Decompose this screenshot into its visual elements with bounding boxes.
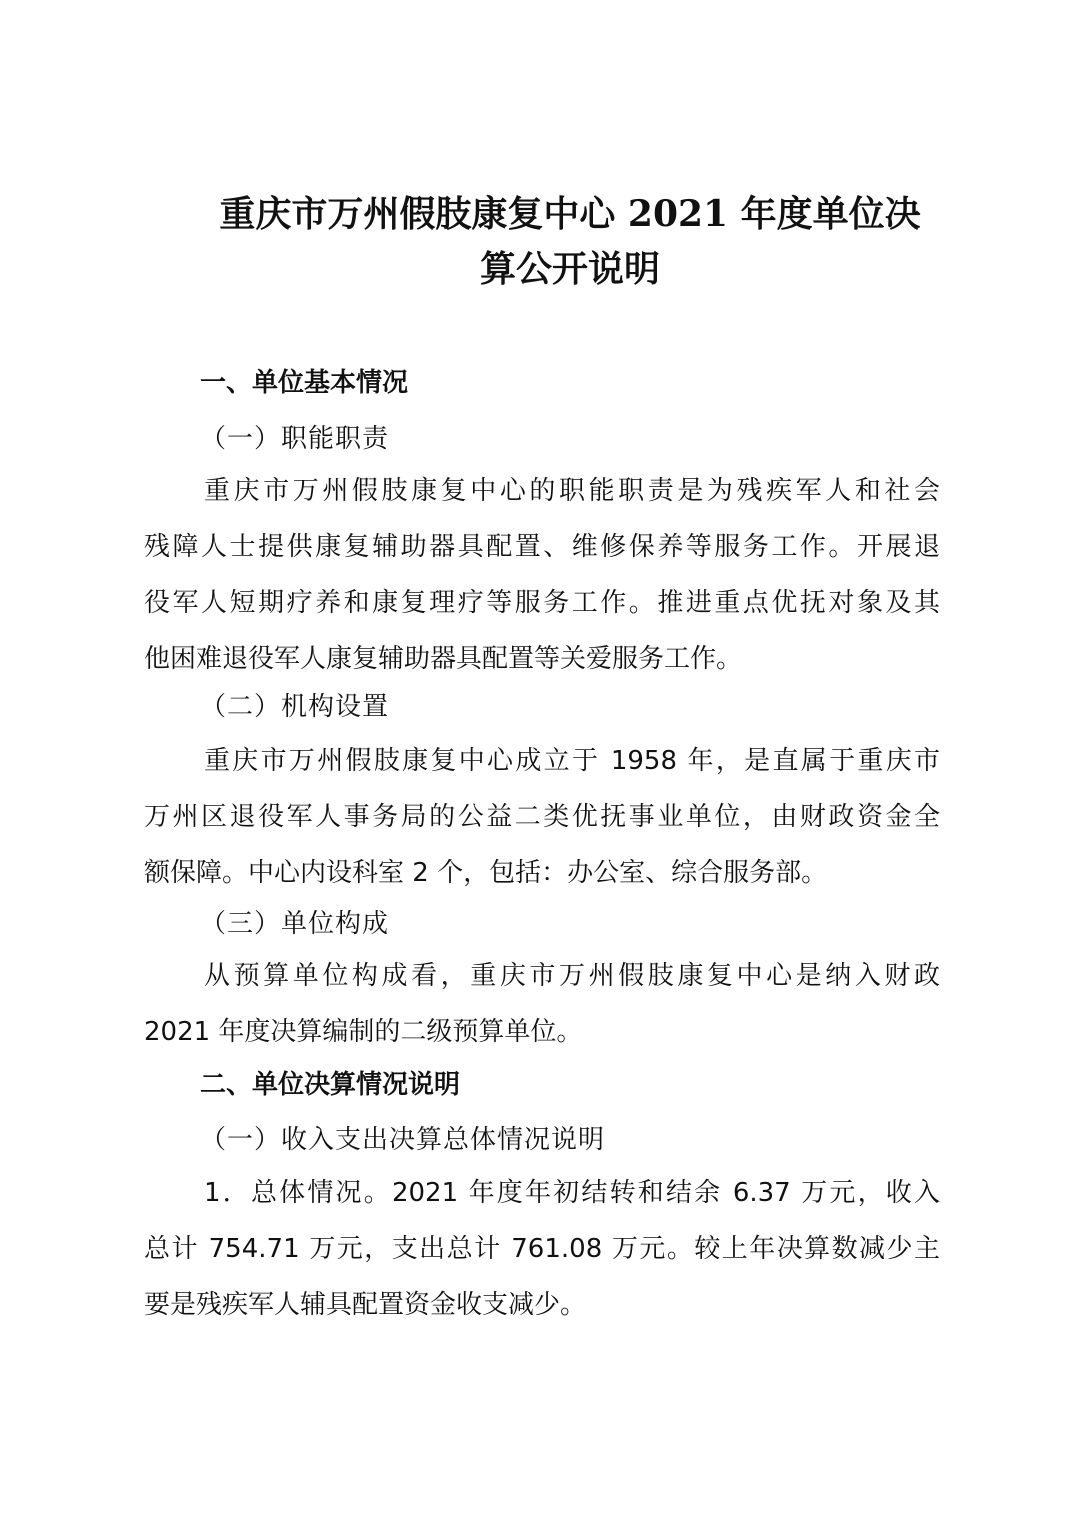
document-title-line-2: 算公开说明 xyxy=(479,248,660,290)
paragraph-line: 从预算单位构成看，重庆市万州假肢康复中心是纳入财政 xyxy=(204,961,940,991)
section-heading-final-accounts: 二、单位决算情况说明 xyxy=(200,1070,461,1100)
paragraph-line: 他困难退役军人康复辅助器具配置等关爱服务工作。 xyxy=(144,644,743,674)
subsection-heading-functions: （一）职能职责 xyxy=(200,424,390,454)
paragraph-line: 1．总体情况。2021 年度年初结转和结余 6.37 万元，收入 xyxy=(204,1178,940,1208)
subsection-heading-composition: （三）单位构成 xyxy=(200,909,390,939)
subsection-heading-income-expense: （一）收入支出决算总体情况说明 xyxy=(200,1125,606,1155)
document-title-line-1: 重庆市万州假肢康复中心 2021 年度单位决 xyxy=(219,193,921,235)
paragraph-line: 额保障。中心内设科室 2 个，包括：办公室、综合服务部。 xyxy=(144,858,828,888)
paragraph-line: 2021 年度决算编制的二级预算单位。 xyxy=(144,1017,583,1047)
paragraph-line: 役军人短期疗养和康复理疗等服务工作。推进重点优抚对象及其 xyxy=(144,588,940,618)
paragraph-line: 重庆市万州假肢康复中心的职能职责是为残疾军人和社会 xyxy=(204,476,940,506)
paragraph-line: 残障人士提供康复辅助器具配置、维修保养等服务工作。开展退 xyxy=(144,532,940,562)
subsection-heading-organization: （二）机构设置 xyxy=(200,692,390,722)
paragraph-line: 总计 754.71 万元，支出总计 761.08 万元。较上年决算数减少主 xyxy=(144,1234,940,1264)
paragraph-line: 重庆市万州假肢康复中心成立于 1958 年，是直属于重庆市 xyxy=(204,746,940,776)
section-heading-basic-info: 一、单位基本情况 xyxy=(200,368,409,398)
paragraph-line: 万州区退役军人事务局的公益二类优抚事业单位，由财政资金全 xyxy=(144,802,940,832)
paragraph-line: 要是残疾军人辅具配置资金收支减少。 xyxy=(144,1290,587,1320)
